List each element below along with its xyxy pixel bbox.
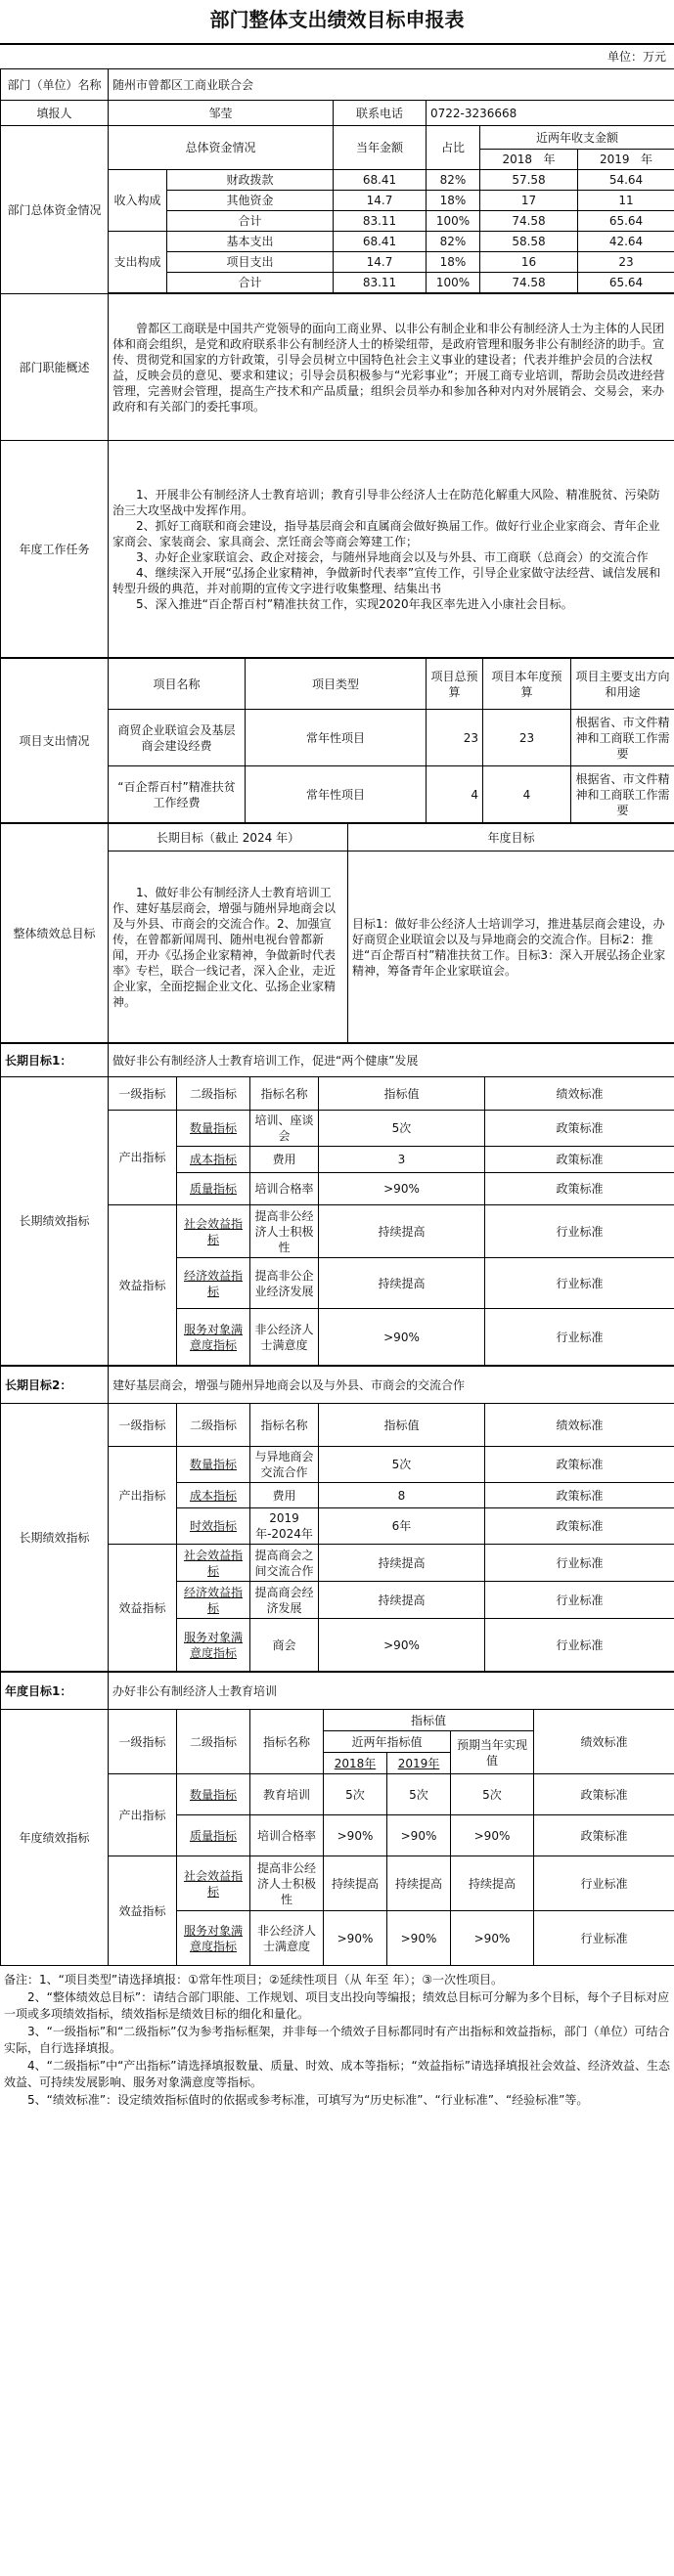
indicator-value: 持续提高 [319,1258,485,1309]
income-2018: 17 [480,191,578,211]
indicator-value: >90% [319,1173,485,1205]
value-2018: >90% [324,1815,387,1856]
indicator-name: 提高商会之间交流合作 [250,1545,319,1582]
indicator-value: 5次 [319,1111,485,1147]
level2-indicator: 经济效益指标 [177,1258,250,1309]
recent-values-header: 近两年指标值 [324,1731,451,1753]
unit-label: 单位：万元 [607,50,666,64]
indicator-standard: 政策标准 [485,1508,674,1545]
expense-amount: 14.7 [334,252,427,273]
output-indicator-label: 产出指标 [109,1447,177,1545]
project-basis-header: 项目主要支出方向和用途 [571,659,674,710]
long-goal-2-table [0,1366,674,1672]
expected-value: >90% [451,1911,534,1966]
income-2019: 54.64 [578,170,674,191]
value-2019: >90% [387,1911,451,1966]
project-basis: 根据省、市文件精神和工商联工作需要 [571,710,674,766]
annual-task-item: 5、深入推进“百企帮百村”精准扶贫工作，实现2020年我区率先进入小康社会目标。 [136,596,573,611]
indicator-standard: 行业标准 [485,1545,674,1582]
annual-task-item: 3、办好企业家联谊会、政企对接会，与随州异地商会以及与外县、市工商联（总商会）的交流合作 [136,549,649,564]
level2-header: 二级指标 [177,1404,250,1447]
expense-2019: 65.64 [578,273,674,293]
project-table [0,658,674,823]
funds-ratio-header: 占比 [427,126,480,170]
projects-label: 项目支出情况 [1,659,109,823]
value-2018: 5次 [324,1774,387,1815]
expense-amount: 68.41 [334,232,427,252]
expense-2018: 58.58 [480,232,578,252]
project-name: 商贸企业联谊会及基层商会建设经费 [109,710,246,766]
benefit-indicator-label: 效益指标 [109,1856,177,1966]
note-item: 4、“二级指标”中“产出指标”请选择填报数量、质量、时效、成本等指标；“效益指标”请选择填报社会效益、经济效益、生态效益、可持续发展影响、服务对象满意度等指标。 [4,2059,670,2089]
duty-label: 部门职能概述 [1,294,109,441]
income-2018: 57.58 [480,170,578,191]
filler-label: 填报人 [1,101,109,126]
income-name: 财政拨款 [167,170,334,191]
note-item: 5、“绩效标准”：设定绩效指标值时的依据或参考标准，可填写为“历史标准”、“行业标准”、“经验标准”等。 [27,2093,589,2107]
indicator-name-header: 指标名称 [250,1404,319,1447]
benefit-indicator-label: 效益指标 [109,1545,177,1672]
level2-indicator: 数量指标 [177,1447,250,1483]
project-name-header: 项目名称 [109,659,246,710]
level2-indicator: 数量指标 [177,1111,250,1147]
page-title: 部门整体支出绩效目标申报表 [0,0,674,45]
expense-2018: 74.58 [480,273,578,293]
income-label: 收入构成 [109,170,167,232]
note-item: 2、“整体绩效总目标”：请结合部门职能、工作规划、项目支出投向等编报；绩效总目标可分解为多个目标，每个子目标对应一项或多项绩效指标，绩效指标是绩效目标的细化和量化。 [4,1990,670,2021]
long-goal-header: 长期目标（截止 2024 年） [109,824,348,851]
indicator-name-header: 指标名称 [250,1710,324,1774]
indicator-standard: 行业标准 [485,1619,674,1672]
level2-indicator: 服务对象满意度指标 [177,1619,250,1672]
year-2019-header: 2019年 [387,1753,451,1774]
indicator-value: 5次 [319,1447,485,1483]
expense-name: 合计 [167,273,334,293]
income-name: 合计 [167,211,334,232]
project-type: 常年性项目 [246,766,427,823]
indicator-value-header: 指标值 [319,1077,485,1111]
expense-2019: 42.64 [578,232,674,252]
basic-info-table [0,68,674,658]
long-goal-2-text: 建好基层商会，增强与随州异地商会以及与外县、市商会的交流合作 [109,1367,674,1404]
overall-goal-table [0,823,674,1043]
indicator-value: >90% [319,1619,485,1672]
expense-2018: 16 [480,252,578,273]
indicator-name: 培训、座谈会 [250,1111,319,1147]
standard-header: 绩效标准 [485,1404,674,1447]
year-2018-header: 2018年 [324,1753,387,1774]
income-2018: 74.58 [480,211,578,232]
level2-indicator: 经济效益指标 [177,1582,250,1619]
income-name: 其他资金 [167,191,334,211]
annual-task-item: 4、继续深入开展“弘扬企业家精神，争做新时代表率”宣传工作，引导企业家做守法经营、诚信发展和转型升级的典范，并对前期的宣传文字进行收集整理、结集出书 [112,565,661,595]
indicator-value: 8 [319,1483,485,1508]
value-2019: 5次 [387,1774,451,1815]
output-indicator-label: 产出指标 [109,1111,177,1205]
value-2019: >90% [387,1815,451,1856]
income-ratio: 82% [427,170,480,191]
expected-value-header: 预期当年实现值 [451,1731,534,1774]
long-goal-2-label: 长期目标2： [1,1367,109,1404]
expense-2019: 23 [578,252,674,273]
phone-value: 0722-3236668 [427,101,674,126]
indicator-value-header: 指标值 [324,1710,534,1731]
expense-ratio: 18% [427,252,480,273]
level1-header: 一级指标 [109,1404,177,1447]
expected-value: 5次 [451,1774,534,1815]
level2-indicator: 社会效益指标 [177,1545,250,1582]
long-goal-1-label: 长期目标1： [1,1044,109,1077]
filler-value: 邹莹 [109,101,334,126]
annual-goal-1-table [0,1672,674,1966]
indicator-standard: 行业标准 [534,1856,674,1911]
annual-goal-header: 年度目标 [348,824,674,851]
annual-goal-1-section: 年度绩效指标 [1,1710,109,1966]
indicator-name: 提高商会经济发展 [250,1582,319,1619]
project-basis: 根据省、市文件精神和工商联工作需要 [571,766,674,823]
indicator-name: 培训合格率 [250,1815,324,1856]
funds-section-label: 部门总体资金情况 [1,126,109,294]
indicator-standard: 政策标准 [485,1447,674,1483]
indicator-name: 2019年-2024年 [250,1508,319,1545]
level2-header: 二级指标 [177,1710,250,1774]
project-year: 23 [483,710,571,766]
annual-goal-text: 目标1：做好非公经济人士培训学习，推进基层商会建设，办好商贸企业联谊会以及与异地商会的交流合作。目标2：推进“百企帮百村”精准扶贫工作。目标3：深入开展弘扬企业家精神，筹备青年企业家联谊会。 [348,851,674,1043]
funds-recent-header: 近两年收支金额 [480,126,674,150]
level2-indicator: 成本指标 [177,1483,250,1508]
long-goal-1-table [0,1043,674,1366]
funds-current-header: 当年金额 [334,126,427,170]
funds-2018-header: 2018 年 [480,150,578,170]
indicator-value: 3 [319,1147,485,1173]
indicator-name: 商会 [250,1619,319,1672]
overall-goal-label: 整体绩效总目标 [1,824,109,1043]
annual-task-item: 1、开展非公有制经济人士教育培训；教育引导非公经济人士在防范化解重大风险、精准脱贫、污染防治三大攻坚战中发挥作用。 [112,487,660,517]
project-type: 常年性项目 [246,710,427,766]
benefit-indicator-label: 效益指标 [109,1205,177,1366]
funds-2019-header: 2019 年 [578,150,674,170]
indicator-value: 持续提高 [319,1205,485,1258]
level1-header: 一级指标 [109,1077,177,1111]
level2-indicator: 成本指标 [177,1147,250,1173]
duty-text: 曾都区工商联是中国共产党领导的面向工商业界、以非公有制企业和非公有制经济人士为主体的人民团体和商会组织，是党和政府联系非公有制经济人士的桥梁纽带，是政府管理和服务非公有制经济的助手。宣传、贯彻党和国家的方针政策，引导会员树立中国特色社会主义事业的建设者；代表并维护会员的合法权益，反映会员的意见、要求和建议；引导会员积极参与“光彩事业”；开展工商专业培训，帮助会员改进经营管理，完善财会管理，提高生产技术和产品质量；组织会员举办和参加各种对内对外展销会、交易会，来办政府和有关部门的委托事项。 [109,294,674,441]
indicator-value: 持续提高 [319,1545,485,1582]
standard-header: 绩效标准 [534,1710,674,1774]
indicator-name: 提高非公企业经济发展 [250,1258,319,1309]
indicator-standard: 行业标准 [485,1309,674,1366]
annual-tasks-label: 年度工作任务 [1,441,109,658]
expense-label: 支出构成 [109,232,167,293]
level2-indicator: 数量指标 [177,1774,250,1815]
project-name: “百企帮百村”精准扶贫工作经费 [109,766,246,823]
income-2019: 11 [578,191,674,211]
indicator-name: 教育培训 [250,1774,324,1815]
note-item: 3、“一级指标”和“二级指标”仅为参考指标框架，并非每一个绩效子目标都同时有产出指标和效益指标，部门（单位）可结合实际，自行选择填报。 [4,2025,670,2055]
indicator-name: 培训合格率 [250,1173,319,1205]
indicator-name-header: 指标名称 [250,1077,319,1111]
expense-amount: 83.11 [334,273,427,293]
level1-header: 一级指标 [109,1710,177,1774]
indicator-value: >90% [319,1309,485,1366]
income-amount: 14.7 [334,191,427,211]
project-total: 23 [427,710,483,766]
long-goal-2-section: 长期绩效指标 [1,1404,109,1672]
indicator-standard: 政策标准 [485,1147,674,1173]
indicator-name: 与异地商会交流合作 [250,1447,319,1483]
expense-ratio: 100% [427,273,480,293]
indicator-name: 提高非公经济人士积极性 [250,1205,319,1258]
long-goal-text: 1、做好非公有制经济人士教育培训工作、建好基层商会，增强与随州异地商会以及与外县、市商会的交流合作。2、加强宣传，在曾都新闻周刊、随州电视台曾都新闻，开办《弘扬企业家精神，争做新时代表率》专栏，联合一线记者，深入企业，走近企业家，全面挖掘企业文化、弘扬企业家精神。 [109,851,348,1043]
annual-goal-1-label: 年度目标1： [1,1673,109,1710]
project-total-header: 项目总预算 [427,659,483,710]
level2-header: 二级指标 [177,1077,250,1111]
value-2018: >90% [324,1911,387,1966]
indicator-standard: 行业标准 [485,1582,674,1619]
income-2019: 65.64 [578,211,674,232]
value-2019: 持续提高 [387,1856,451,1911]
project-total: 4 [427,766,483,823]
indicator-name: 提高非公经济人士积极性 [250,1856,324,1911]
project-type-header: 项目类型 [246,659,427,710]
indicator-standard: 行业标准 [485,1258,674,1309]
standard-header: 绩效标准 [485,1077,674,1111]
indicator-standard: 政策标准 [534,1774,674,1815]
income-amount: 83.11 [334,211,427,232]
indicator-value: 持续提高 [319,1582,485,1619]
dept-name-value: 随州市曾都区工商业联合会 [109,69,674,101]
indicator-name: 非公经济人士满意度 [250,1911,324,1966]
long-goal-1-text: 做好非公有制经济人士教育培训工作，促进“两个健康”发展 [109,1044,674,1077]
level2-indicator: 社会效益指标 [177,1205,250,1258]
indicator-standard: 行业标准 [485,1205,674,1258]
indicator-value: 6年 [319,1508,485,1545]
expected-value: >90% [451,1815,534,1856]
expected-value: 持续提高 [451,1856,534,1911]
indicator-name: 费用 [250,1483,319,1508]
indicator-standard: 政策标准 [485,1111,674,1147]
level2-indicator: 服务对象满意度指标 [177,1309,250,1366]
expense-name: 项目支出 [167,252,334,273]
income-ratio: 18% [427,191,480,211]
long-goal-1-section: 长期绩效指标 [1,1077,109,1366]
dept-name-label: 部门（单位）名称 [1,69,109,101]
indicator-standard: 政策标准 [485,1483,674,1508]
value-2018: 持续提高 [324,1856,387,1911]
annual-goal-1-text: 办好非公有制经济人士教育培训 [109,1673,674,1710]
project-year-header: 项目本年度预算 [483,659,571,710]
indicator-name: 非公经济人士满意度 [250,1309,319,1366]
annual-tasks-text [109,441,674,658]
indicator-standard: 行业标准 [534,1911,674,1966]
income-ratio: 100% [427,211,480,232]
level2-indicator: 社会效益指标 [177,1856,250,1911]
level2-indicator: 质量指标 [177,1173,250,1205]
indicator-standard: 政策标准 [534,1815,674,1856]
indicator-name: 费用 [250,1147,319,1173]
indicator-value-header: 指标值 [319,1404,485,1447]
phone-label: 联系电话 [334,101,427,126]
annual-task-item: 2、抓好工商联和商会建设，指导基层商会和直属商会做好换届工作。做好行业企业家商会、青年企业家商会、家装商会、家具商会、烹饪商会等商会筹建工作； [112,518,660,548]
expense-name: 基本支出 [167,232,334,252]
indicator-standard: 政策标准 [485,1173,674,1205]
income-amount: 68.41 [334,170,427,191]
level2-indicator: 时效指标 [177,1508,250,1545]
notes [0,1966,674,2109]
expense-ratio: 82% [427,232,480,252]
level2-indicator: 质量指标 [177,1815,250,1856]
funds-overall-header: 总体资金情况 [109,126,334,170]
level2-indicator: 服务对象满意度指标 [177,1911,250,1966]
project-year: 4 [483,766,571,823]
note-item: 备注：1、“项目类型”请选择填报：①常年性项目；②延续性项目（从 年至 年）；③一次性项目。 [4,1973,503,1987]
output-indicator-label: 产出指标 [109,1774,177,1856]
